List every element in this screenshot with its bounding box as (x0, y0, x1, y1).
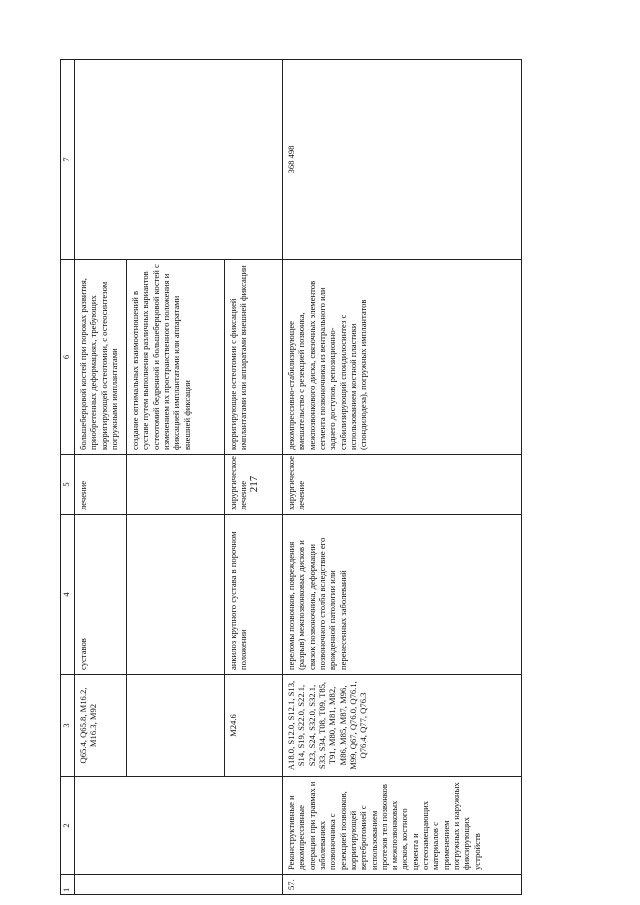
cell-diagnosis: переломы позвонков, повреждения (разрыв) межпозвонковых дисков и связок позвоночника, деформации позвоночного столба вследствие его врожденной патологии или перенесенных заболеваний (283, 515, 522, 675)
cell-method: корригирующие остеотомии с фиксацией имплантатами или аппаратами внешней фиксации (225, 260, 283, 455)
table-row (75, 60, 127, 895)
cell-treatment-type: хирургическое лечение (225, 455, 283, 515)
cell-treatment-type: лечение (75, 455, 127, 515)
cell-diagnosis: анкилоз крупного сустава в порочном положении (225, 515, 283, 675)
cell-diagnosis: суставов (75, 515, 127, 675)
cell-name: Реконструктивные и декомпрессивные операции при травмах и заболеваниях позвоночника с резекцией позвонков, корригирующей вертебротомией с использованием протезов тел позвонков и межпозвонковых дисков, костного цемента и остеозамещающих материалов с применением погружных и наружных фиксирующих устройств (283, 777, 522, 875)
cell-diagnosis-blank (127, 515, 225, 675)
cell-treatment-type-blank (127, 455, 225, 515)
header-col-5: 5 (61, 455, 75, 515)
cell-codes: Q65.4, Q65.8, M16.2, M16.3, M92 (75, 675, 127, 777)
cell-method: большеберцовой костей при пороках развития, приобретенных деформациях, требующих корригирующей остеотомии, с остеосинтезом погружными имплантатами (75, 260, 127, 455)
header-col-6: 6 (61, 260, 75, 455)
cell-codes: M24.6 (225, 675, 283, 777)
header-col-4: 4 (61, 515, 75, 675)
cell-cost-blank (75, 60, 283, 260)
cell-cost: 368 498 (283, 60, 522, 260)
header-col-2: 2 (61, 777, 75, 875)
cell-method: создание оптимальных взаимоотношений в суставе путем выполнения различных вариантов остеотомий бедренной и большеберцовой костей с изменением их пространственного положения и фиксацией имплантатами или аппаратами внешней фиксации (127, 260, 225, 455)
page-number: 217 (248, 475, 260, 493)
medical-procedures-table (60, 59, 522, 895)
cell-codes-blank (127, 675, 225, 777)
table-row (283, 60, 522, 895)
cell-number: 57. (283, 875, 522, 895)
header-col-1: 1 (61, 875, 75, 895)
header-col-7: 7 (61, 60, 75, 260)
header-col-3: 3 (61, 675, 75, 777)
cell-codes: A18.0, S12.0, S12.1, S13, S14, S19, S22.0, S22.1, S23, S24, S32.0, S32.1, S33, S34, T08, T09, T85, T91, M80, M81, M82, M86, M85, M87, M96, M99, Q67, Q76.0, Q76.1, Q76.4, Q77, Q76.3 (283, 675, 522, 777)
cell-treatment-type: хирургическое лечение (283, 455, 522, 515)
cell-method: декомпрессивно-стабилизирующее вмешательство с резекцией позвонка, межпозвонкового диска, связочных элементов сегмента позвоночника из вентрального или заднего доступов, репозиционно-стабилизирующий спондилосинтез с использованием костной пластики (спондилодеза), погружных имплантатов (283, 260, 522, 455)
cell-name-blank (75, 777, 283, 875)
header-row (61, 60, 75, 895)
rotated-table-container (60, 60, 522, 895)
cell-number-blank (75, 875, 283, 895)
